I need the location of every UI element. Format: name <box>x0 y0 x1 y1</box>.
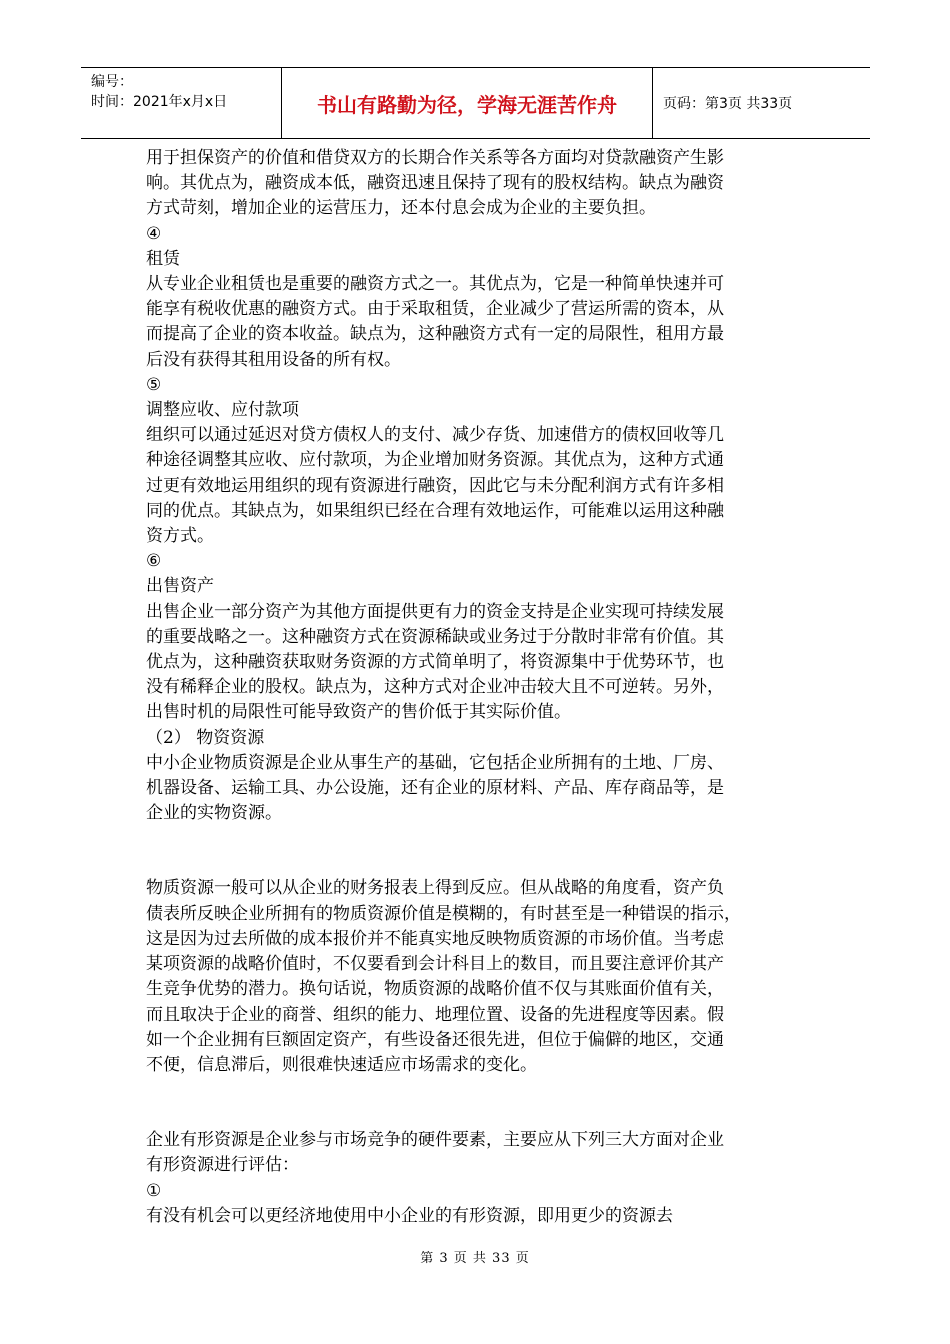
text-line: 生竞争优势的潜力。换句话说，物质资源的战略价值不仅与其账面价值有关， <box>146 979 724 1000</box>
page-info-text: 页码：第3页 共33页 <box>663 96 793 112</box>
header-table <box>81 67 870 139</box>
text-line: 有形资源进行评估： <box>146 1155 299 1176</box>
text-line: 出售时机的局限性可能导致资产的售价低于其实际价值。 <box>146 702 571 723</box>
text-line: 后没有获得其租用设备的所有权。 <box>146 349 401 370</box>
time-label: 时间：2021年x月x日 <box>91 94 228 110</box>
body-block-3 <box>146 1128 818 1229</box>
text-line: 的重要战略之一。这种融资方式在资源稀缺或业务过于分散时非常有价值。其 <box>146 626 724 647</box>
text-line: 组织可以通过延迟对贷方债权人的支付、减少存货、加速借方的债权回收等几 <box>146 425 724 446</box>
body-block-1 <box>146 146 818 826</box>
text-line: 过更有效地运用组织的现有资源进行融资，因此它与未分配利润方式有许多相 <box>146 475 724 496</box>
text-line: 而提高了企业的资本收益。缺点为，这种融资方式有一定的局限性，租用方最 <box>146 324 724 345</box>
text-line: 调整应收、应付款项 <box>146 400 299 421</box>
text-line: 从专业企业租赁也是重要的融资方式之一。其优点为，它是一种简单快速并可 <box>146 274 724 295</box>
text-line: 企业的实物资源。 <box>146 803 282 824</box>
page-footer <box>0 1247 950 1266</box>
text-line: 没有稀释企业的股权。缺点为，这种方式对企业冲击较大且不可逆转。另外， <box>146 677 724 698</box>
text-line: ④ <box>146 223 162 244</box>
text-line: 有没有机会可以更经济地使用中小企业的有形资源，即用更少的资源去 <box>146 1205 673 1226</box>
footer-page-number: 第 3 页 共 33 页 <box>420 1251 530 1266</box>
text-line: 而且取决于企业的商誉、组织的能力、地理位置、设备的先进程度等因素。假 <box>146 1004 724 1025</box>
text-line: 资方式。 <box>146 526 214 547</box>
serial-label: 编号： <box>91 74 133 90</box>
text-line: ① <box>146 1180 162 1201</box>
text-line: 不便，信息滞后，则很难快速适应市场需求的变化。 <box>146 1054 537 1075</box>
text-line: ⑥ <box>146 551 162 572</box>
text-line: 用于担保资产的价值和借贷双方的长期合作关系等各方面均对贷款融资产生影 <box>146 148 724 168</box>
body-block-2 <box>146 876 818 1078</box>
paragraph-gap <box>146 1078 818 1128</box>
text-line: 债表所反映企业所拥有的物质资源价值是模糊的，有时甚至是一种错误的指示， <box>146 903 741 924</box>
text-line: 企业有形资源是企业参与市场竞争的硬件要素，主要应从下列三大方面对企业 <box>146 1130 724 1151</box>
text-line: 优点为，这种融资获取财务资源的方式简单明了，将资源集中于优势环节，也 <box>146 652 724 673</box>
header-meta-cell <box>81 68 282 138</box>
text-line: 种途径调整其应收、应付款项，为企业增加财务资源。其优点为，这种方式通 <box>146 450 724 471</box>
text-line: 出售资产 <box>146 576 214 597</box>
text-line: 能享有税收优惠的融资方式。由于采取租赁，企业减少了营运所需的资本，从 <box>146 299 724 320</box>
document-body <box>146 146 818 1229</box>
text-line: 响。其优点为，融资成本低，融资迅速且保持了现有的股权结构。缺点为融资 <box>146 173 724 194</box>
paragraph-gap <box>146 826 818 876</box>
text-line: 同的优点。其缺点为，如果组织已经在合理有效地运作，可能难以运用这种融 <box>146 500 724 521</box>
motto-cell <box>282 68 653 138</box>
text-line: 某项资源的战略价值时，不仅要看到会计科目上的数目，而且要注意评价其产 <box>146 954 724 975</box>
text-line: 租赁 <box>146 248 180 269</box>
text-line: 机器设备、运输工具、办公设施，还有企业的原材料、产品、库存商品等，是 <box>146 778 724 799</box>
text-line: 中小企业物质资源是企业从事生产的基础，它包括企业所拥有的土地、厂房、 <box>146 752 724 773</box>
motto-text: 书山有路勤为径，学海无涯苦作舟 <box>317 92 617 117</box>
text-line: 物质资源一般可以从企业的财务报表上得到反应。但从战略的角度看，资产负 <box>146 878 724 899</box>
text-line: 方式苛刻，增加企业的运营压力，还本付息会成为企业的主要负担。 <box>146 198 656 219</box>
text-line: 这是因为过去所做的成本报价并不能真实地反映物质资源的市场价值。当考虑 <box>146 928 724 949</box>
text-line: ⑤ <box>146 374 162 395</box>
text-line: 如一个企业拥有巨额固定资产，有些设备还很先进，但位于偏僻的地区，交通 <box>146 1029 724 1050</box>
page-info-cell <box>653 68 870 138</box>
text-line: 出售企业一部分资产为其他方面提供更有力的资金支持是企业实现可持续发展 <box>146 601 724 622</box>
text-line: （2） 物资资源 <box>146 727 265 748</box>
